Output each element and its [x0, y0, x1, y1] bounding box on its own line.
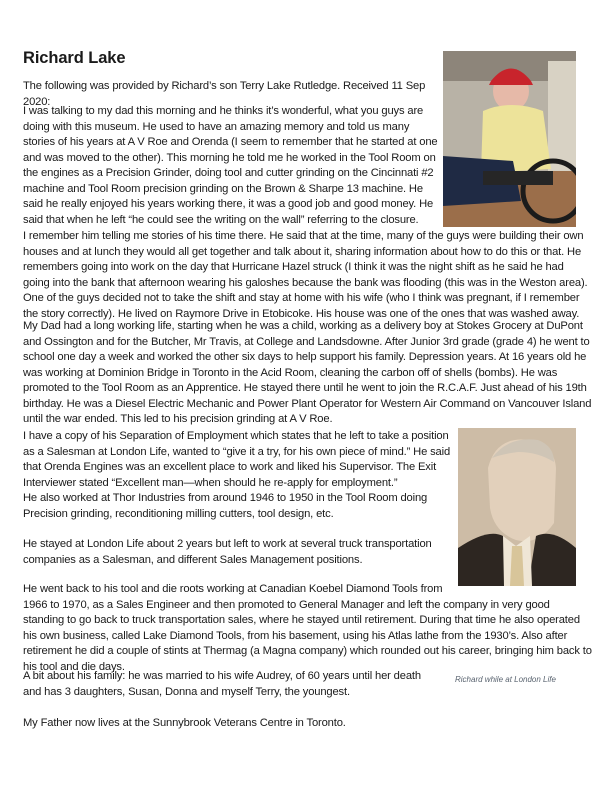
photo-caption: Richard while at London Life: [455, 675, 556, 684]
page-title: Richard Lake: [23, 49, 126, 67]
paragraph: I was talking to my dad this morning and he thinks it’s wonderful, what you guys are doing with this museum. He used to have an amazing memory and told us many stories of his years at A V Roe and Orenda (I seem to remember that he started at one and was moved to the other). This morning he told me he worked in the Tool Room on the engines as a Precision Grinder, doing tool and cutter grinding on the Cincinnati #2 machine and Tool Room precision grinding on the Brown & Sharpe 13 machine. He said he really enjoyed his years working there, it was a good job and good money. He said that when he left “he could see the writing on the wall” referring to the closure.: [23, 105, 438, 226]
intro-text: The following was provided by Richard’s son Terry Lake Rutledge. Received 11 Sep 2020:: [23, 80, 426, 108]
photo-wheelchair: [443, 51, 576, 227]
photo-portrait-illustration: [458, 428, 576, 586]
paragraph: [23, 582, 593, 675]
paragraph: My Father now lives at the Sunnybrook Veterans Centre in Toronto.: [23, 717, 346, 729]
paragraph: My Dad had a long working life, starting when he was a child, working as a delivery boy at Stokes Grocery at DuPont and Ossington and for the Butcher, Mr Travis, at College and Landsdowne. After Junior 3rd grade (grade 4) he went to school one day a week and worked the other six days to help support his family. Depression years. At 16 years old he was working at Dominion Bridge in Toronto in the Acid Room, cleaning the carbon off of shells (bombs). He was promoted to the Tool Room as an Apprentice. He stayed there until he went to join the R.C.A.F. Just ahead of his 19th birthday. He was a Diesel Electric Mechanic and Power Plant Operator for Western Air Command on Vancouver Island until the war ended. This led to his precision grinding at A V Roe.: [23, 320, 592, 426]
paragraph: I have a copy of his Separation of Employment which states that he left to take a position as a Salesman at London Life, wanted to “give it a try, for his own piece of mind.” He said that Orenda Engines was an excellent place to work and liked his Supervisor. The Exit Interviewer stated “Excellent man—when should he re-apply for employment.”: [23, 430, 451, 489]
paragraph: I remember him telling me stories of his time there. He said that at the time, many of the guys were building their own houses and at lunch they would all get together and talk about it, sharing information about how to do this or that. He remembers going into work on the day that Hurricane Hazel struck (I think it was the night shift as he said he had going into the bank that afternoon wearing his galoshes because the bank was flooding (this was in the Weston area). One of the guys decided not to take the shift and stay at home with his wife (who I think was pregnant, if I remember the story correctly). He lived on Raymore Drive in Etobicoke. His house was one of the ones that was washed away.: [23, 230, 588, 320]
paragraph-text: He went back to his tool and die roots working at Canadian Koebel Diamond Tools from 1966 to 1970, as a Sales Engineer and then promoted to General Manager and left the company in very good standing to go back to truck transportation sales, where he stayed until retirement. During that time he also operated his own business, called Lake Diamond Tools, from his basement, using his Atlas lathe from the 1930’s. Also after retirement he did a couple of stints at Thermag (a Magna company) which rounded out his career, bringing him back to his tool and die days.: [23, 583, 592, 673]
photo-portrait: [458, 428, 576, 586]
photo-wheelchair-illustration: [443, 51, 576, 227]
paragraph: He stayed at London Life about 2 years but left to work at several truck transportation companies as a Salesman, and different Sales Management positions.: [23, 538, 432, 566]
paragraph: He also worked at Thor Industries from around 1946 to 1950 in the Tool Room doing Precision grinding, reconditioning milling cutters, tool design, etc.: [23, 492, 428, 520]
paragraph: A bit about his family: he was married to his wife Audrey, of 60 years until her death and has 3 daughters, Susan, Donna and myself Terry, the youngest.: [23, 670, 421, 698]
